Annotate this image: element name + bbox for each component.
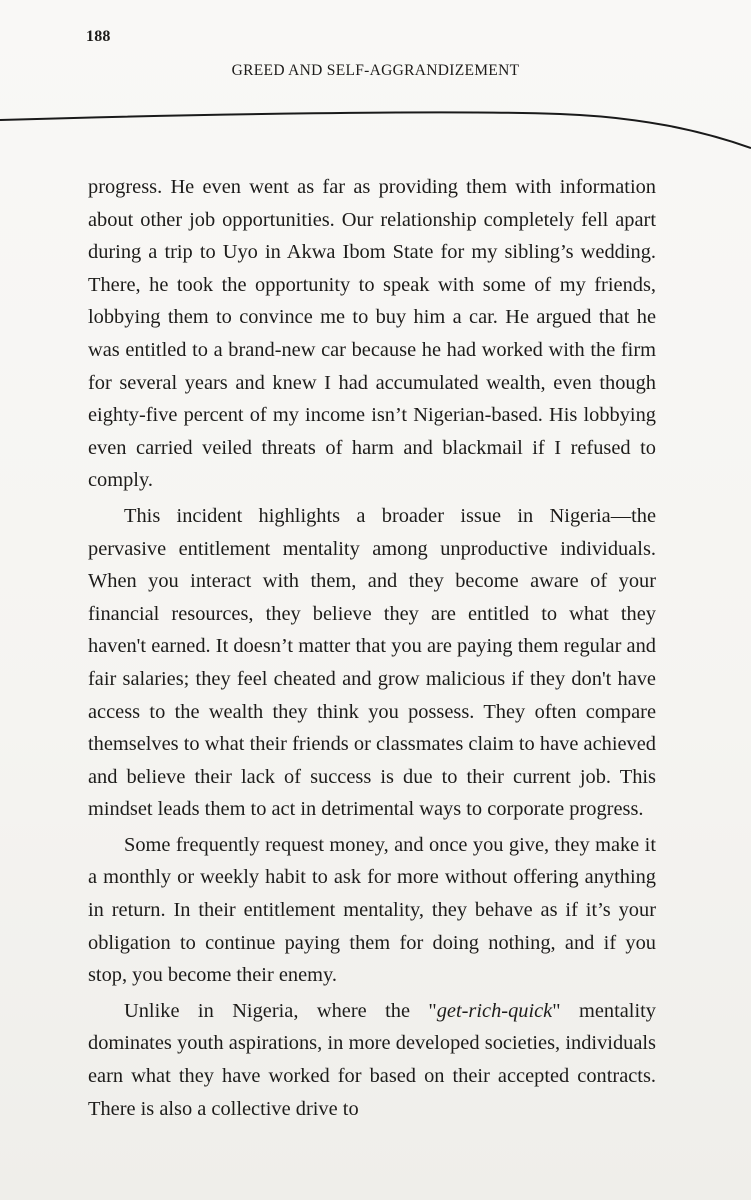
paragraph-4-end: " mentality dominates youth aspirations, in more developed societies, individuals earn what they have worked for based on their accepted contracts. There is also a collective drive to <box>88 999 656 1120</box>
header-rule <box>0 96 751 156</box>
body-text <box>88 171 656 1125</box>
paragraph-1: progress. He even went as far as providing them with information about other job opportunities. Our relationship completely fell apart during a trip to Uyo in Akwa Ibom State for my sibling’s wedding. There, he took the opportunity to speak with some of my friends, lobbying them to convince me to buy him a car. He argued that he was entitled to a brand-new car because he had worked with the firm for several years and knew I had accumulated wealth, even though eighty-five percent of my income isn’t Nigerian-based. His lobbying even carried veiled threats of harm and blackmail if I refused to comply. <box>88 176 656 492</box>
paragraph-4-start: Unlike in Nigeria, where the " <box>124 999 437 1022</box>
emphasis-get-rich-quick: get-rich-quick <box>436 999 553 1022</box>
paragraph-4 <box>88 995 656 1125</box>
running-head: GREED AND SELF-AGGRANDIZEMENT <box>231 62 520 79</box>
paragraph-2: This incident highlights a broader issue in Nigeria—the pervasive entitlement mentality among unproductive individuals. When you interact with them, and they become aware of your financial resources, they believe they are entitled to what they haven't earned. It doesn’t matter that you are paying them regular and fair salaries; they feel cheated and grow malicious if they don't have access to the wealth they think you possess. They often compare themselves to what their friends or classmates claim to have achieved and believe their lack of success is due to their current job. This mindset leads them to act in detrimental ways to corporate progress. <box>88 504 656 821</box>
paragraph-3: Some frequently request money, and once you give, they make it a monthly or weekly habit to ask for more without offering anything in return. In their entitlement mentality, they behave as if it’s your obligation to continue paying them for doing nothing, and if you stop, you become their enemy. <box>88 833 656 987</box>
page-number: 188 <box>86 28 111 45</box>
